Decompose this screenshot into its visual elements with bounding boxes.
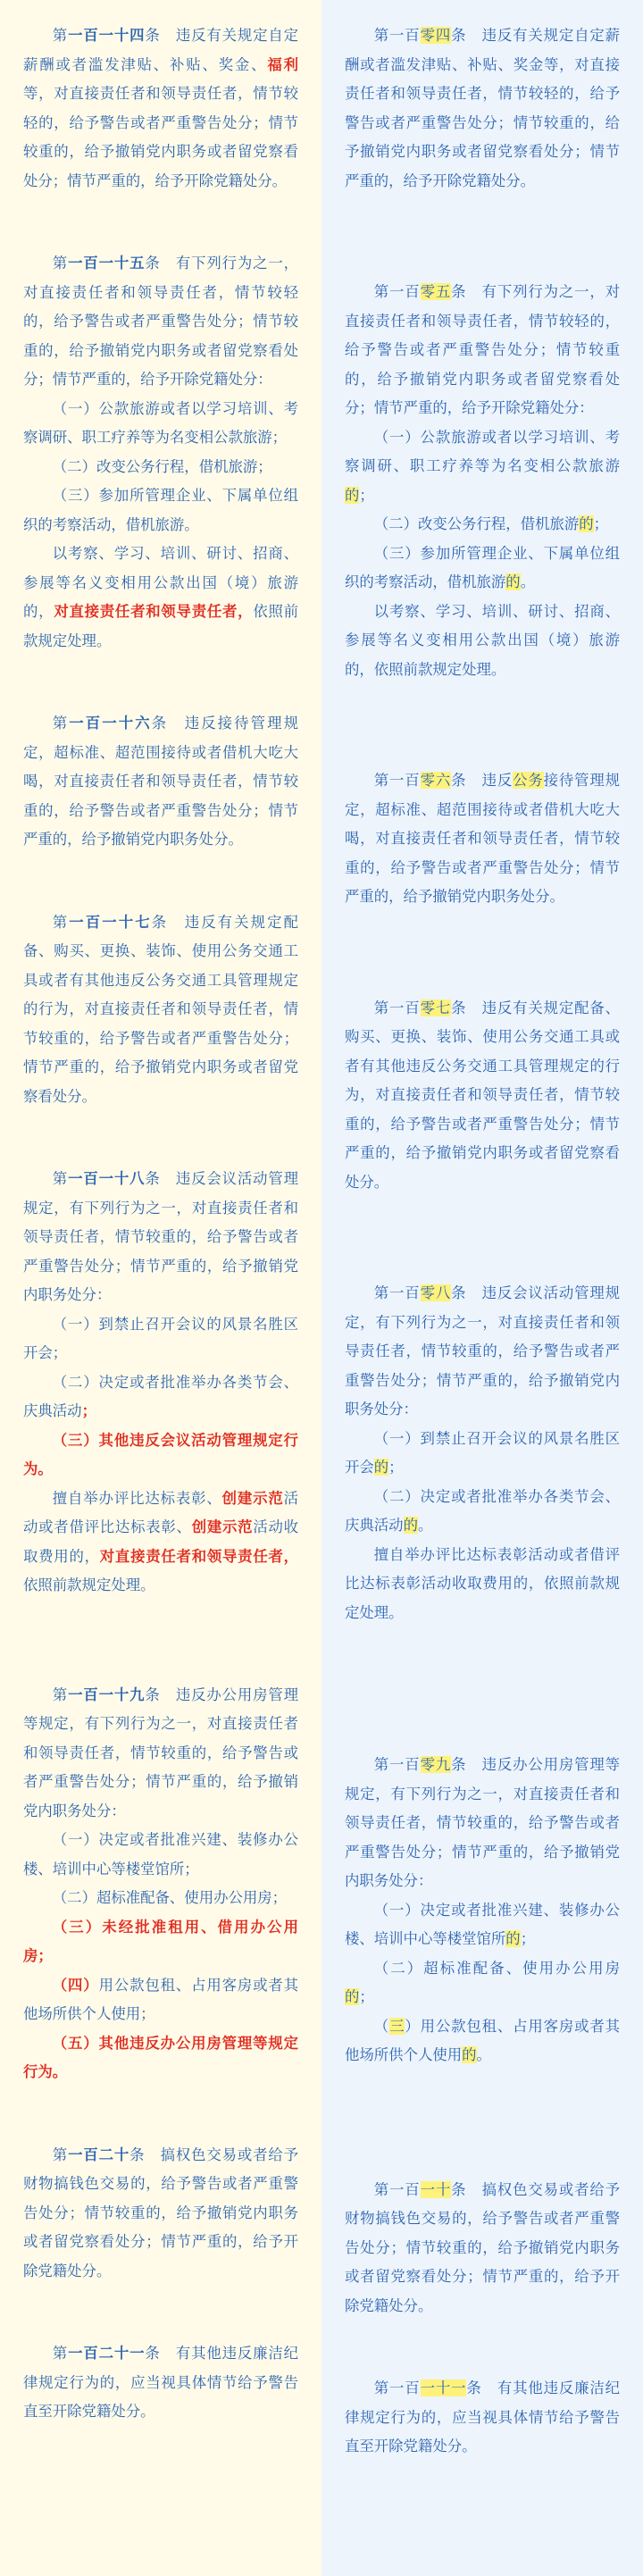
article-paragraph: 第一百零八条 违反会议活动管理规定，有下列行为之一，对直接责任者和领导责任者，情节较重的，给予警告或者严重警告处分；情节严重的，给予撤销党内职务处分：: [345, 1284, 621, 1418]
list-item: （三）未经批准租用、借用办公用房；: [23, 1918, 298, 1964]
highlighted-text: 的: [345, 486, 360, 504]
list-item: （一）决定或者批准兴建、装修办公楼、培训中心等楼堂馆所的；: [345, 1901, 620, 1947]
article-paragraph: 第一百一十八条 违反会议活动管理规定，有下列行为之一，对直接责任者和领导责任者，情节较重的，给予警告或者严重警告处分；情节严重的，给予撤销党内职务处分：: [23, 1170, 299, 1303]
article-paragraph: 第一百一十四条 违反有关规定自定薪酬或者滥发津贴、补贴、奖金、福利等，对直接责任者和领导责任者，情节较轻的，给予警告或者严重警告处分；情节较重的，给予撤销党内职务或者留党察看处分；情节严重的，给予开除党籍处分。: [23, 27, 299, 189]
list-item: （三）参加所管理企业、下属单位组织的考察活动，借机旅游的。: [345, 544, 620, 590]
article-paragraph: 第一百一十六条 违反接待管理规定，超标准、超范围接待或者借机大吃大喝，对直接责任者和领导责任者，情节较重的，给予警告或者严重警告处分；情节严重的，给予撤销党内职务处分。: [23, 715, 299, 848]
highlighted-text: 的: [373, 1459, 389, 1476]
article-number: 一百一十五: [68, 255, 146, 272]
highlighted-text: 的: [462, 2046, 477, 2063]
list-item: （四）用公款包租、占用客房或者其他场所供个人使用；: [23, 1976, 299, 2022]
list-item: （五）其他违反办公用房管理等规定行为。: [23, 2034, 298, 2080]
article-paragraph: 第一百一十一条 有其他违反廉洁纪律规定行为的，应当视具体情节给予警告直至开除党籍处分。: [345, 2379, 621, 2455]
article-paragraph: 第一百零九条 违反办公用房管理等规定，有下列行为之一，对直接责任者和领导责任者，情节较重的，给予警告或者严重警告处分；情节严重的，给予撤销党内职务处分：: [345, 1756, 621, 1889]
list-item: （一）到禁止召开会议的风景名胜区开会；: [23, 1315, 298, 1361]
right-article-110: [345, 2176, 620, 2321]
right-column-original: [322, 0, 643, 2576]
article-paragraph: 第一百零六条 违反公务接待管理规定，超标准、超范围接待或者借机大吃大喝，对直接责任者和领导责任者，情节较重的，给予警告或者严重警告处分；情节严重的，给予撤销党内职务处分。: [345, 772, 621, 905]
article-paragraph: 第一百二十一条 有其他违反廉洁纪律规定行为的，应当视具体情节给予警告直至开除党籍处分。: [23, 2345, 299, 2420]
highlighted-text: 零七: [420, 999, 452, 1016]
article-paragraph: 第一百二十条 搞权色交易或者给予财物搞钱色交易的，给予警告或者严重警告处分；情节较重的，给予撤销党内职务或者留党察看处分；情节严重的，给予开除党籍处分。: [23, 2145, 299, 2279]
list-item: （三）其他违反会议活动管理规定行为。: [23, 1431, 298, 1477]
article-number: 一百一十八: [68, 1170, 146, 1187]
left-article-115: [23, 249, 298, 656]
article-number: 一百一十七: [69, 913, 152, 931]
highlighted-text: 零九: [420, 1756, 452, 1773]
added-text: 对直接责任者和领导责任者，: [54, 603, 254, 620]
highlighted-text: 零五: [420, 283, 452, 300]
list-item: （二）改变公务行程，借机旅游的；: [373, 515, 609, 532]
right-article-111: [345, 2374, 620, 2462]
highlighted-text: 三: [389, 2017, 405, 2035]
right-article-106: [345, 766, 620, 912]
article-paragraph: 第一百一十九条 违反办公用房管理等规定，有下列行为之一，对直接责任者和领导责任者，情节较重的，给予警告或者严重警告处分；情节严重的，给予撤销党内职务处分：: [23, 1685, 299, 1819]
article-paragraph: 第一百一十条 搞权色交易或者给予财物搞钱色交易的，给予警告或者严重警告处分；情节较重的，给予撤销党内职务或者留党察看处分；情节严重的，给予开除党籍处分。: [345, 2180, 621, 2314]
highlighted-text: 一十: [420, 2180, 452, 2198]
list-item: （一）到禁止召开会议的风景名胜区开会的；: [345, 1429, 620, 1476]
added-text: ；: [81, 1402, 96, 1419]
added-text: 福利: [267, 55, 299, 73]
highlighted-text: 零四: [420, 27, 452, 44]
article-paragraph: 第一百零四条 违反有关规定自定薪酬或者滥发津贴、补贴、奖金等，对直接责任者和领导责任者，情节较轻的，给予警告或者严重警告处分；情节较重的，给予撤销党内职务或者留党察看处分；情节严重的，给予开除党籍处分。: [345, 27, 621, 189]
right-article-108: [345, 1279, 620, 1627]
added-text: 对直接责任者和领导责任者，: [99, 1547, 299, 1565]
added-text: 创建示范: [221, 1489, 284, 1507]
left-article-121: [23, 2339, 298, 2427]
right-article-105: [345, 278, 620, 684]
list-item: （二）决定或者批准举办各类节会、庆典活动的。: [345, 1487, 620, 1534]
article-paragraph: 第一百一十七条 违反有关规定配备、购买、更换、装饰、使用公务交通工具或者有其他违反公务交通工具管理规定的行为，对直接责任者和领导责任者，情节较重的，给予警告或者严重警告处分；情节严重的，给予撤销党内职务或者留党察看处分。: [23, 913, 299, 1105]
list-item: （二）超标准配备、使用办公用房的；: [345, 1959, 620, 2005]
right-article-109: [345, 1751, 620, 2070]
highlighted-text: 的: [579, 515, 594, 532]
article-paragraph: 第一百零七条 违反有关规定配备、购买、更换、装饰、使用公务交通工具或者有其他违反公务交通工具管理规定的行为，对直接责任者和领导责任者，情节较重的，给予警告或者严重警告处分；情节严重的，给予撤销党内职务或者留党察看处分。: [345, 999, 621, 1191]
list-item: （一）公款旅游或者以学习培训、考察调研、职工疗养等为名变相公款旅游的；: [345, 428, 620, 504]
article-paragraph: 第一百零五条 有下列行为之一，对直接责任者和领导责任者，情节较轻的，给予警告或者严重警告处分；情节较重的，给予撤销党内职务或者留党察看处分；情节严重的，给予开除党籍处分：: [345, 283, 621, 416]
left-article-120: [23, 2141, 298, 2287]
list-item: （二）改变公务行程，借机旅游；: [52, 457, 272, 475]
article-number: 一百一十六: [69, 715, 152, 732]
list-item: （一）决定或者批准兴建、装修办公楼、培训中心等楼堂馆所；: [23, 1831, 298, 1878]
added-text: 创建示范: [191, 1518, 254, 1535]
left-article-119: [23, 1681, 298, 2087]
article-number: 一百一十四: [68, 27, 146, 44]
article-paragraph: 以考察、学习、培训、研讨、招商、参展等名义变相用公款出国（境）旅游的，依照前款规定处理。: [345, 602, 620, 678]
highlighted-text: 的: [505, 1930, 521, 1947]
list-item: （一）公款旅游或者以学习培训、考察调研、职工疗养等为名变相公款旅游；: [23, 399, 298, 446]
article-number: 一百二十: [68, 2145, 130, 2163]
list-item: （二）超标准配备、使用办公用房；: [52, 1889, 288, 1906]
article-paragraph: 擅自举办评比达标表彰活动或者借评比达标表彰活动收取费用的，依照前款规定处理。: [345, 1545, 620, 1621]
highlighted-text: 的: [345, 1988, 360, 2005]
article-number: 一百二十一: [68, 2345, 146, 2362]
left-article-118: [23, 1165, 298, 1601]
left-article-114: [23, 21, 298, 196]
right-article-107: [345, 994, 620, 1198]
added-text: （四）: [52, 1976, 99, 1994]
highlighted-text: 的: [403, 1517, 418, 1534]
list-item: （二）决定或者批准举办各类节会、庆典活动；: [23, 1373, 298, 1419]
article-paragraph: 第一百一十五条 有下列行为之一，对直接责任者和领导责任者，情节较轻的，给予警告或者严重警告处分；情节较重的，给予撤销党内职务或者留党察看处分；情节严重的，给予开除党籍处分：: [23, 255, 299, 388]
article-paragraph: 擅自举办评比达标表彰、创建示范活动或者借评比达标表彰、创建示范活动收取费用的，对直接责任者和领导责任者，依照前款规定处理。: [23, 1489, 299, 1593]
highlighted-text: 一十一: [420, 2379, 467, 2396]
highlighted-text: 公务: [513, 772, 544, 789]
left-article-116: [23, 709, 298, 855]
right-article-104: [345, 21, 620, 196]
highlighted-text: 的: [505, 573, 521, 590]
left-article-117: [23, 908, 298, 1112]
article-number: 一百一十九: [68, 1685, 146, 1703]
article-paragraph: 以考察、学习、培训、研讨、招商、参展等名义变相用公款出国（境）旅游的，对直接责任者和领导责任者，依照前款规定处理。: [23, 545, 299, 649]
highlighted-text: 零六: [420, 772, 452, 789]
list-item: （三）参加所管理企业、下属单位组织的考察活动，借机旅游。: [23, 487, 298, 533]
list-item: （三）用公款包租、占用客房或者其他场所供个人使用的。: [345, 2017, 621, 2063]
highlighted-text: 零八: [420, 1284, 452, 1301]
